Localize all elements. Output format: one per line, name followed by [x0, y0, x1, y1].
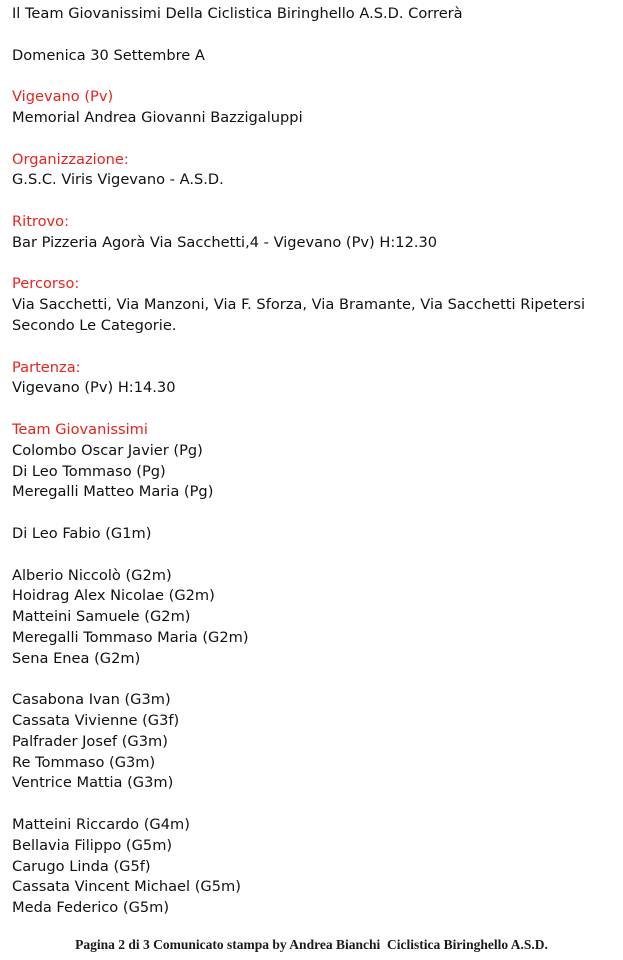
- meeting-value: Bar Pizzeria Agorà Via Sacchetti,4 - Vigevano (Pv) H:12.30: [12, 233, 438, 251]
- start-value: Vigevano (Pv) H:14.30: [12, 379, 176, 397]
- rider-name: Cassata Vivienne (G3f): [12, 712, 180, 730]
- spacer: [12, 670, 612, 691]
- spacer: [12, 503, 612, 524]
- document-title: Il Team Giovanissimi Della Ciclistica Biringhello A.S.D. Correrà: [12, 5, 463, 22]
- rider-name: Sena Enea (G2m): [12, 649, 141, 667]
- document-body: [12, 4, 612, 919]
- spacer: [12, 191, 612, 212]
- spacer: [12, 337, 612, 358]
- organization-label: Organizzazione:: [12, 150, 129, 168]
- page-footer: Pagina 2 di 3 Comunicato stampa by Andrea Bianchi Ciclistica Biringhello A.S.D.: [75, 937, 548, 952]
- spacer: [12, 25, 612, 46]
- organization-value: G.S.C. Viris Vigevano - A.S.D.: [12, 171, 224, 189]
- rider-name: Meregalli Matteo Maria (Pg): [12, 483, 214, 501]
- rider-name: Alberio Niccolò (G2m): [12, 566, 172, 584]
- rider-name: Casabona Ivan (G3m): [12, 691, 171, 709]
- spacer: [12, 399, 612, 420]
- location-label: Vigevano (Pv): [12, 88, 114, 106]
- meeting-label: Ritrovo:: [12, 212, 70, 230]
- rider-name: Re Tommaso (G3m): [12, 753, 156, 771]
- spacer: [12, 794, 612, 815]
- spacer: [12, 545, 612, 566]
- rider-name: Hoidrag Alex Nicolae (G2m): [12, 587, 215, 605]
- rider-name: Ventrice Mattia (G3m): [12, 774, 174, 792]
- rider-name: Meregalli Tommaso Maria (G2m): [12, 628, 249, 646]
- event-date: Domenica 30 Settembre A: [12, 46, 205, 64]
- route-value-line1: Via Sacchetti, Via Manzoni, Via F. Sforza, Via Bramante, Via Sacchetti Ripetersi: [12, 296, 586, 314]
- rider-name: Matteini Samuele (G2m): [12, 608, 191, 626]
- route-value-line2: Secondo Le Categorie.: [12, 316, 177, 334]
- start-label: Partenza:: [12, 358, 81, 376]
- rider-name: Meda Federico (G5m): [12, 899, 170, 917]
- rider-name: Di Leo Fabio (G1m): [12, 524, 152, 542]
- team-label: Team Giovanissimi: [12, 420, 148, 438]
- rider-name: Colombo Oscar Javier (Pg): [12, 441, 203, 459]
- rider-name: Palfrader Josef (G3m): [12, 732, 168, 750]
- rider-name: Di Leo Tommaso (Pg): [12, 462, 166, 480]
- route-label: Percorso:: [12, 275, 80, 293]
- spacer: [12, 129, 612, 150]
- spacer: [12, 254, 612, 275]
- location-value: Memorial Andrea Giovanni Bazzigaluppi: [12, 108, 303, 126]
- rider-name: Bellavia Filippo (G5m): [12, 836, 173, 854]
- spacer: [12, 66, 612, 87]
- rider-name: Carugo Linda (G5f): [12, 857, 151, 875]
- rider-name: Cassata Vincent Michael (G5m): [12, 878, 241, 896]
- rider-name: Matteini Riccardo (G4m): [12, 816, 190, 834]
